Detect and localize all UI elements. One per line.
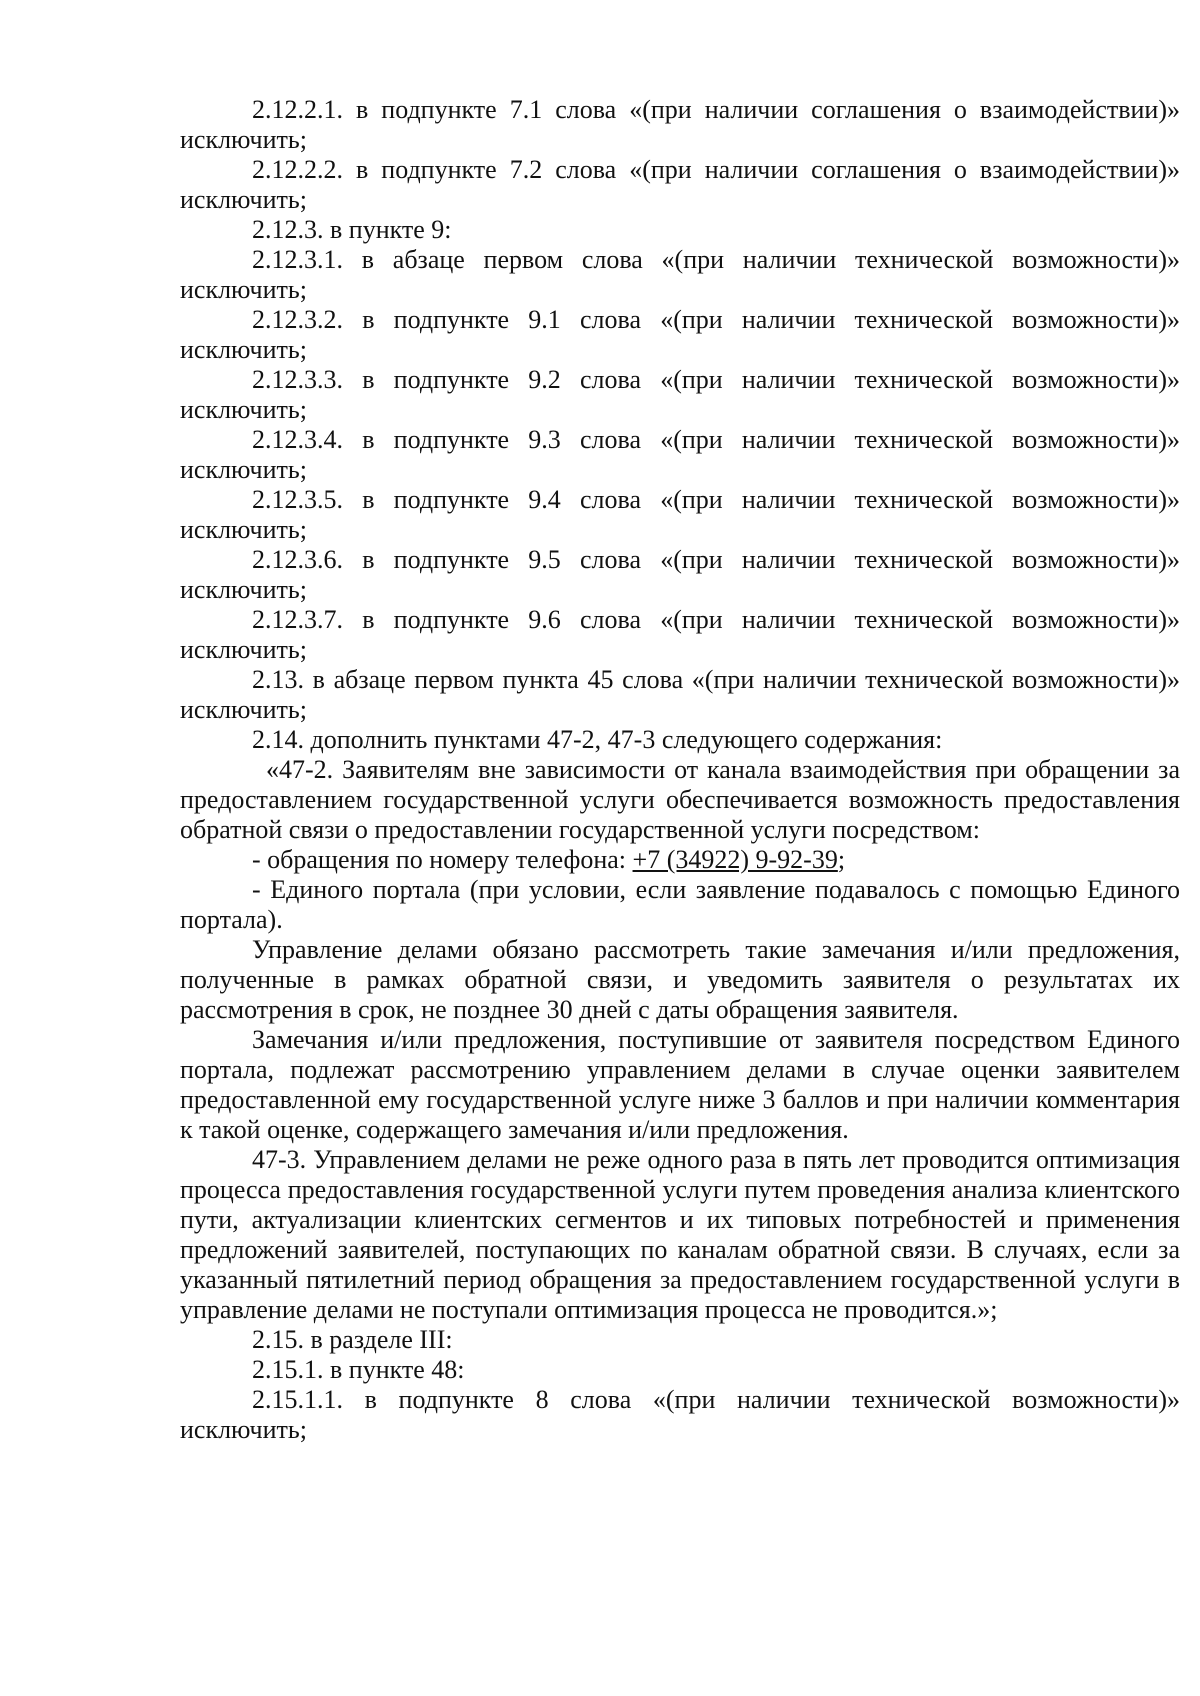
paragraph-2-12-3-7: 2.12.3.7. в подпункте 9.6 слова «(при наличии технической возможности)» исключить; <box>180 605 1180 664</box>
paragraph-2-15: 2.15. в разделе III: <box>252 1325 453 1354</box>
paragraph-2-12-2-2: 2.12.2.2. в подпункте 7.2 слова «(при наличии соглашения о взаимодействии)» исключить; <box>180 155 1180 214</box>
paragraph-2-15-1: 2.15.1. в пункте 48: <box>252 1355 465 1384</box>
paragraph-2-12-3-5: 2.12.3.5. в подпункте 9.4 слова «(при наличии технической возможности)» исключить; <box>180 485 1180 544</box>
phone-suffix: ; <box>837 845 846 874</box>
paragraph-2-13: 2.13. в абзаце первом пункта 45 слова «(при наличии технической возможности)» исключить; <box>180 665 1180 724</box>
paragraph-feedback-phone <box>180 845 1180 875</box>
paragraph-portal-remarks: Замечания и/или предложения, поступившие от заявителя посредством Единого портала, подлежат рассмотрению управлением делами в случае оценки заявителем предоставленной ему государственной услуге ниже 3 баллов и при наличии комментария к такой оценке, содержащего замечания и/или предложения. <box>180 1025 1180 1144</box>
document-page <box>180 95 1180 1445</box>
paragraph-2-12-2-1: 2.12.2.1. в подпункте 7.1 слова «(при наличии соглашения о взаимодействии)» исключить; <box>180 95 1180 154</box>
paragraph-2-12-3: 2.12.3. в пункте 9: <box>252 215 452 244</box>
paragraph-2-12-3-1: 2.12.3.1. в абзаце первом слова «(при наличии технической возможности)» исключить; <box>180 245 1180 304</box>
paragraph-2-15-1-1: 2.15.1.1. в подпункте 8 слова «(при наличии технической возможности)» исключить; <box>180 1385 1180 1444</box>
paragraph-2-12-3-6: 2.12.3.6. в подпункте 9.5 слова «(при наличии технической возможности)» исключить; <box>180 545 1180 604</box>
paragraph-feedback-portal: - Единого портала (при условии, если заявление подавалось с помощью Единого портала). <box>180 875 1180 934</box>
paragraph-2-12-3-2: 2.12.3.2. в подпункте 9.1 слова «(при наличии технической возможности)» исключить; <box>180 305 1180 364</box>
paragraph-47-3: 47-3. Управлением делами не реже одного раза в пять лет проводится оптимизация процесса предоставления государственной услуги путем проведения анализа клиентского пути, актуализации клиентских сегментов и их типовых потребностей и применения предложений заявителей, поступающих по каналам обратной связи. В случаях, если за указанный пятилетний период обращения за предоставлением государственной услуги в управление делами не поступали оптимизация процесса не проводится.»; <box>180 1145 1180 1324</box>
phone-number: +7 (34922) 9-92-39 <box>632 845 838 874</box>
phone-prefix: - обращения по номеру телефона: <box>252 845 633 874</box>
paragraph-management-review: Управление делами обязано рассмотреть такие замечания и/или предложения, полученные в рамках обратной связи, и уведомить заявителя о результатах их рассмотрения в срок, не позднее 30 дней с даты обращения заявителя. <box>180 935 1180 1024</box>
paragraph-2-12-3-3: 2.12.3.3. в подпункте 9.2 слова «(при наличии технической возможности)» исключить; <box>180 365 1180 424</box>
paragraph-2-12-3-4: 2.12.3.4. в подпункте 9.3 слова «(при наличии технической возможности)» исключить; <box>180 425 1180 484</box>
paragraph-2-14: 2.14. дополнить пунктами 47-2, 47-3 следующего содержания: <box>252 725 943 754</box>
paragraph-47-2: «47-2. Заявителям вне зависимости от канала взаимодействия при обращении за предоставлением государственной услуги обеспечивается возможность предоставления обратной связи о предоставлении государственной услуги посредством: <box>180 755 1180 844</box>
